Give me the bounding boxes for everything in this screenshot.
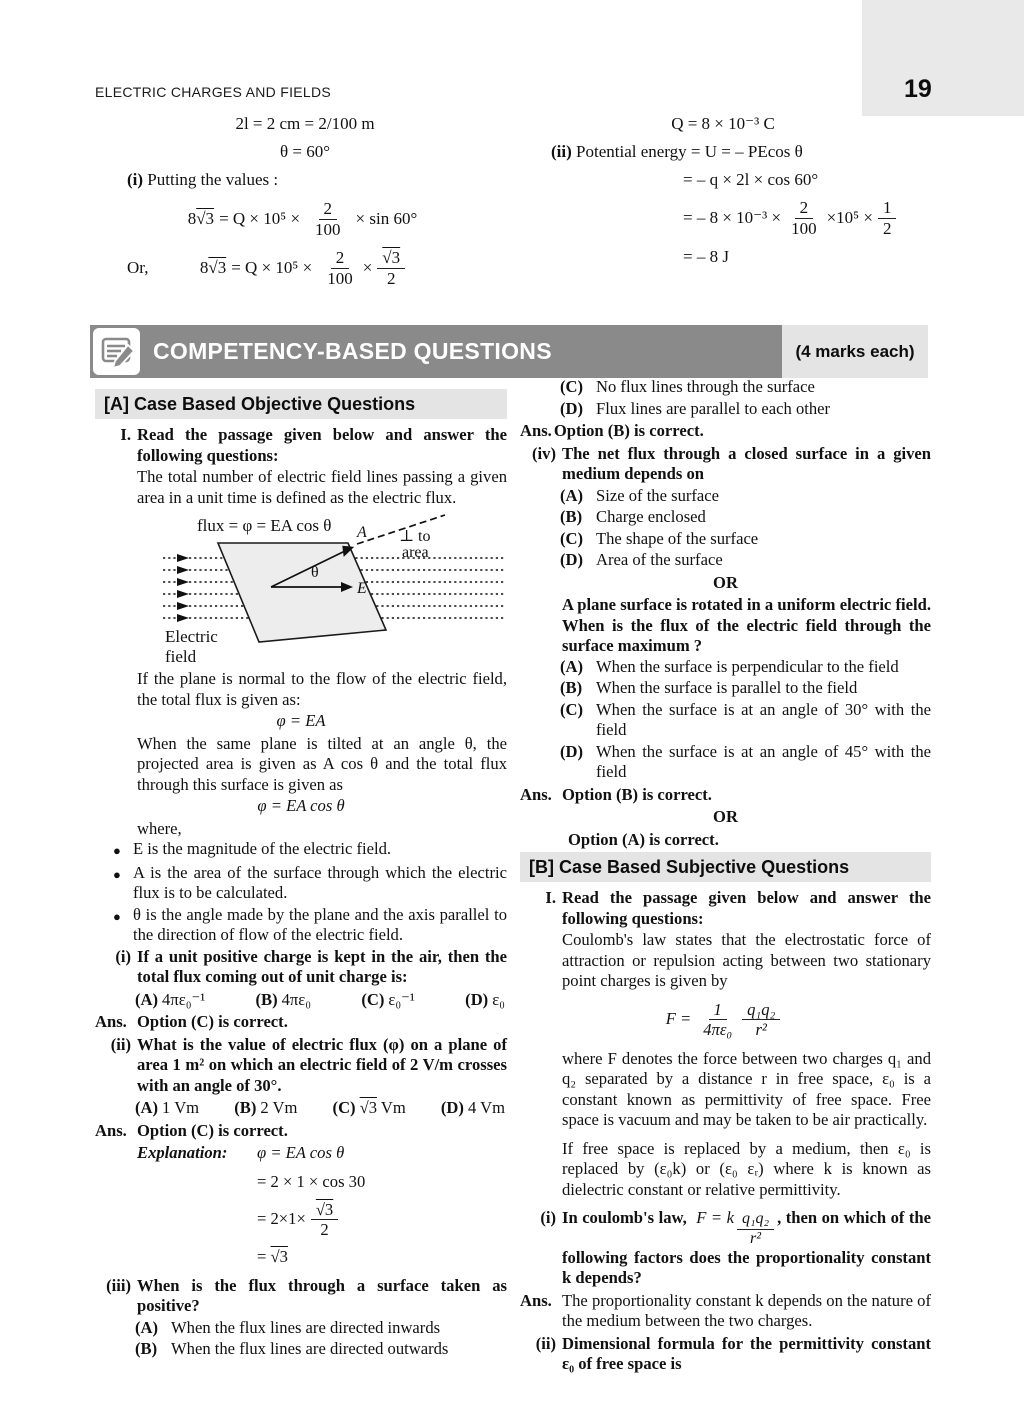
figure-formula: flux = φ = EA cos θ [197,516,332,535]
question-iii: (iii) When is the flux through a surface taken as positive? [106,1275,507,1316]
bullet-item: ● E is the magnitude of the electric field. [95,839,507,862]
fraction: $\frac{√3}{2}$ [377,248,405,288]
or-separator: OR [713,807,738,826]
solution-equations [95,114,931,297]
answer-b-i: Ans. The proportionality constant k depends on the nature of the medium between the two charges. [520,1290,931,1331]
electric-label: Electric [165,627,218,646]
answer-iv: Ans. Option (B) is correct. [520,784,712,804]
option-d: (D) ε₀ [465,989,505,1009]
explanation-line: = √3 [257,1247,288,1267]
option-b: (B) 4πε₀ [255,989,312,1009]
equation-theta: θ = 60° [279,142,331,161]
page-number: 19 [904,75,932,103]
field-e-label: E [357,580,367,597]
question-iv-or: A plane surface is rotated in a uniform electric field. When is the flux of the electric field through the surface maximum ? [562,595,931,655]
option-c: (C) ε₀⁻¹ [361,989,415,1009]
running-header: ELECTRIC CHARGES AND FIELDS [95,84,332,100]
right-column [520,377,931,1376]
answer-iv-or: Option (A) is correct. [568,829,719,849]
fraction: $\frac{\text{q₁q₂}}{\text{r²}}$ [737,1210,774,1248]
answer-ii: Ans. Option (C) is correct. [95,1120,288,1140]
question-iii-option-c: (C) No flux lines through the surface [560,377,815,396]
banner-title: COMPETENCY-BASED QUESTIONS [153,338,552,364]
where-label: where, [137,818,182,838]
equation-result: = – 8 J [683,247,729,267]
equation-minus8: = – 8 × 10⁻³ × $\frac{2}{100}$ ×10⁵ × $\frac{1}{2}$ [683,198,931,238]
bullet-icon: ● [113,843,121,858]
equation-Q: Q = 8 × 10⁻³ C [671,114,775,133]
potential-energy-line: (ii) Potential energy = U = – PEcos θ [551,142,803,161]
bullet-item: ● A is the area of the surface through which the electric flux is to be calculated. [113,862,507,902]
option-a: (A) 4πε₀⁻¹ [135,989,206,1009]
explanation-line: = 2×1× $\frac{√3}{2}$ [257,1200,507,1239]
question-iv-or-option-d: (D) When the surface is at an angle of 45° with the field [560,741,931,781]
question-iv-option-a: (A) Size of the surface [560,485,720,505]
area-label: area [402,544,429,561]
question-iv-or-option-b: (B) When the surface is parallel to the field [560,678,858,697]
section-a-heading: [A] Case Based Objective Questions [95,389,507,419]
flux-figure [161,513,508,665]
question-b-ii: (ii) Dimensional formula for the permittivity constant ε₀ of free space is [535,1333,931,1374]
question-i-options [135,990,507,1011]
question-iii-option-a: (A) When the flux lines are directed inwards [135,1317,441,1337]
coulomb-formula: F = $\frac{1}{\text{4πε₀}}$ $\frac{\text{q₁q₂}}{\text{r²}}$ [520,1000,931,1039]
fraction: $\frac{1}{2}$ [878,198,897,238]
passage-free-space: If free space is replaced by a medium, then ε₀ is replaced by (ε₀k) or (ε₀ εᵣ) where k is known as dielectric constant or relative permittivity. [562,1138,931,1199]
para-normal-flux: If the plane is normal to the flow of the electric field, the total flux is given as: [137,669,507,709]
competency-banner [90,325,928,378]
question-iii-option-b: (B) When the flux lines are directed outwards [135,1339,449,1359]
equation-8root3-sin: 8 √3 = Q × 10⁵ × $\frac{2}{100}$ × sin 60° [187,199,418,239]
explanation-line: φ = EA cos θ [257,1143,345,1162]
question-iv-option-b: (B) Charge enclosed [560,507,706,526]
fraction: $\frac{2}{100}$ [327,248,353,288]
page-number-box [862,0,1024,116]
or-label: Or, [127,258,149,278]
fraction: $\frac{2}{100}$ [791,198,817,238]
explanation-label: Explanation: [137,1143,228,1162]
fraction: $\frac{\text{q₁q₂}}{\text{r²}}$ [742,1000,780,1039]
equation-8root3-fraction: Or, 8 √3 = Q × 10⁵ × $\frac{2}{100}$ × $\frac{√3}{2}$ [95,248,515,288]
option-a: (A) 1 Vm [135,1098,200,1117]
question-iv-option-c: (C) The shape of the surface [560,528,759,548]
equation-phi-EA: φ = EA [276,711,326,730]
explanation-block [137,1143,507,1276]
or-separator: OR [713,572,738,592]
solution-left-column [95,114,515,297]
fraction: $\frac{√3}{2}$ [311,1200,338,1239]
passage-coulomb: Coulomb's law states that the electrostatic force of attraction or repulsion acting between two stationary point charges is given by [562,930,931,990]
equation-phi-EAcos: φ = EA cos θ [257,796,345,815]
bullet-item: ● θ is the angle made by the plane and the axis parallel to the direction of flow of the electric field. [113,904,507,944]
field-label: field [165,647,197,665]
question-iv: (iv) The net flux through a closed surface in a given medium depends on [532,443,931,483]
perp-label: ⊥ to [399,528,431,545]
question-iv-or-option-a: (A) When the surface is perpendicular to the field [560,656,899,676]
bullet-icon: ● [113,866,121,882]
section-b-intro: I. Read the passage given below and answer the following questions: [545,888,931,928]
question-ii-options [135,1098,507,1119]
marks-badge: (4 marks each) [782,325,928,378]
option-c: (C) √3 Vm [332,1098,406,1117]
question-ii: (ii) What is the value of electric flux (φ) on a plane of area 1 m² on which an electric field of 2 V/m crosses with an angle of 30°. [110,1034,507,1095]
explanation-line: = 2 × 1 × cos 30 [257,1171,366,1191]
question-iv-option-d: (D) Area of the surface [560,550,723,569]
section-a-intro: I. Read the passage given below and answer the following questions: [120,425,507,465]
bullet-icon: ● [113,908,121,924]
left-column [95,389,507,1361]
question-b-i: (i) In coulomb's law, F = k $\frac{\text{q₁q₂}}{\text{r²}}$ , then on which of the following factors does the proportionality constant k depends? [540,1208,932,1288]
theta-label: θ [311,564,319,581]
question-iv-or-option-c: (C) When the surface is at an angle of 30° with the field [560,699,931,739]
para-tilted-plane: When the same plane is tilted at an angle θ, the projected area is given as A cos θ and the total flux through this surface is given as [137,733,507,794]
passage-where-f: where F denotes the force between two charges q₁ and q₂ separated by a distance r in free space, ε₀ is a constant known as permittivity of free space. Free space is vacuum and may be taken to be air practically. [562,1048,931,1130]
fraction: $\frac{2}{100}$ [315,199,341,239]
question-iii-option-d: (D) Flux lines are parallel to each other [560,398,831,418]
equation-q2l: = – q × 2l × cos 60° [683,170,819,189]
option-d: (D) 4 Vm [440,1098,505,1117]
answer-iii: Ans. Option (B) is correct. [520,421,704,440]
passage-flux: The total number of electric field lines passing a given area in a unit time is defined as the electric flux. [137,467,507,507]
fraction: $\frac{1}{\text{4πε₀}}$ [703,999,733,1039]
notes-pencil-icon [90,325,143,378]
vector-a-label: A [357,524,367,541]
putting-values-line: (i) Putting the values : [127,170,279,189]
question-i: (i) If a unit positive charge is kept in the air, then the total flux coming out of unit charge is: [115,946,507,986]
solution-right-column [515,114,931,297]
option-b: (B) 2 Vm [234,1098,298,1117]
answer-i: Ans. Option (C) is correct. [95,1012,288,1031]
equation-2l: 2l = 2 cm = 2/100 m [235,114,375,133]
section-b-heading: [B] Case Based Subjective Questions [520,852,931,882]
